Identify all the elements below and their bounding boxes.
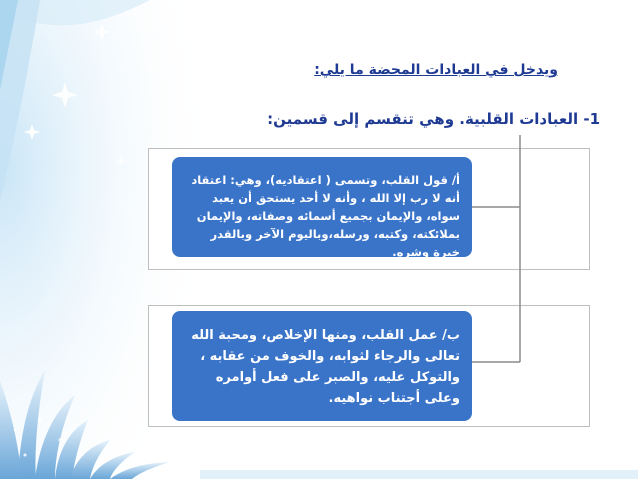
item-box-a [172,157,472,257]
intro-text: ويدخل في العبادات المحضة ما يلي: [314,62,558,78]
section-heading: 1- العبادات القلبية. وهي تنقسم إلى قسمين: [267,110,600,128]
item-text-a: أ/ قول القلب، وتسمى ( اعتقاديه)، وهي: اعتقاد أنه لا رب إلا الله ، وأنه لا أحد يستحق أن يعبد سواه، والإيمان بجميع أسمائه وصفاته، والإيمان بملائكته، وكتبه، ورسله،وباليوم الآخر وبالقدر خيرة وشره. [191,173,460,259]
item-box-b [172,311,472,421]
item-text-b: ب/ عمل القلب، ومنها الإخلاص، ومحبة الله تعالى والرجاء لثوابه، والخوف من عقابه ، والتوكل عليه، والصبر على فعل أوامره وعلى أجتناب نواهيه. [191,328,460,406]
